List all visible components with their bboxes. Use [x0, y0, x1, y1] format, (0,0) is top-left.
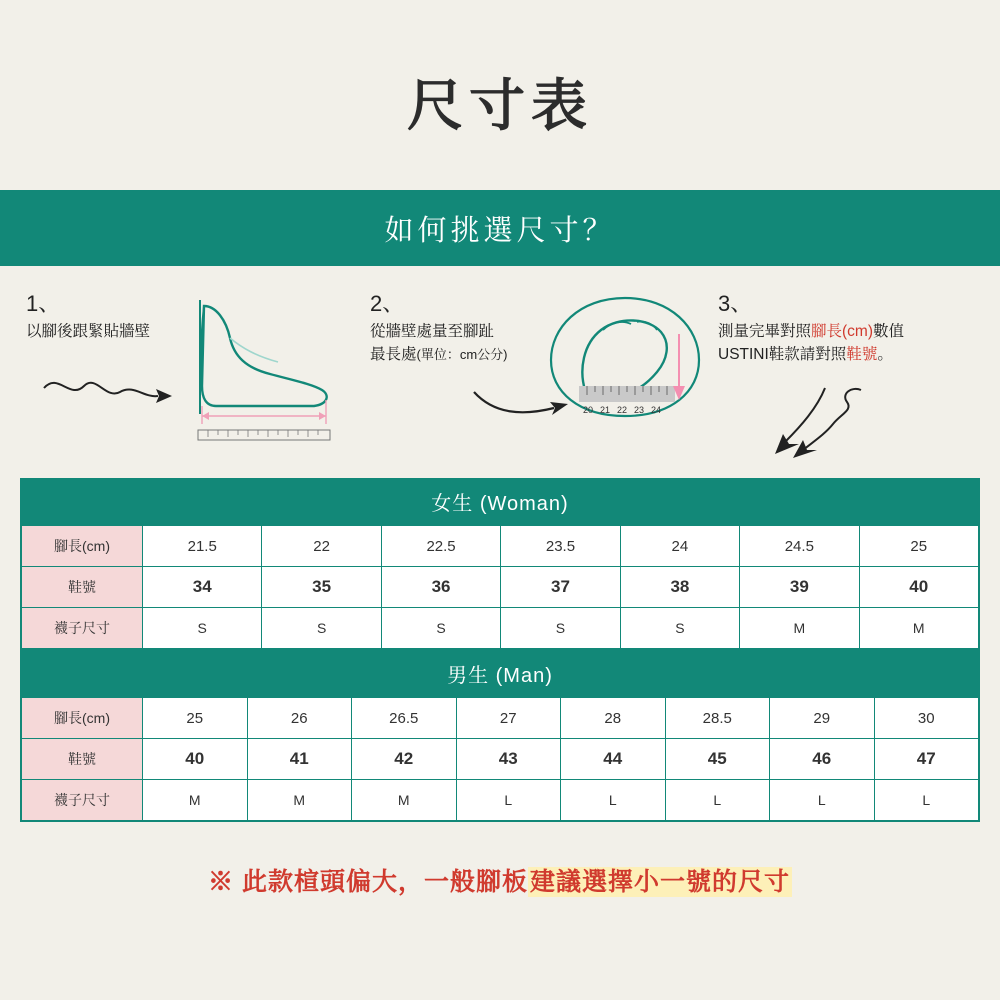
step-2	[370, 292, 550, 366]
men-footlength-5: 28.5	[665, 698, 770, 739]
step-2-unit: (單位：cm公分)	[416, 347, 508, 363]
men-socksize-6: L	[770, 780, 875, 821]
step-3-number: 3、	[718, 291, 753, 316]
table-row	[22, 526, 979, 567]
men-row-label-socksize: 襪子尺寸	[22, 780, 143, 821]
women-socksize-4: S	[620, 608, 739, 649]
arrow-down-icon	[765, 384, 875, 479]
step-3-description-line2	[718, 345, 998, 366]
women-size-table	[20, 478, 980, 650]
table-row	[22, 608, 979, 649]
footnote-part1: 此款楦頭偏大，一般腳板	[241, 868, 528, 896]
step-3-text-a: 測量完畢對照	[718, 323, 812, 341]
women-footlength-3: 23.5	[501, 526, 620, 567]
women-footlength-4: 24	[620, 526, 739, 567]
banner-label: 如何挑選尺寸？	[384, 214, 616, 247]
men-socksize-2: M	[352, 780, 457, 821]
svg-text:24: 24	[651, 405, 662, 415]
women-footlength-2: 22.5	[381, 526, 500, 567]
step-2-description-line1: 從牆壁處量至腳趾	[370, 323, 495, 341]
men-socksize-3: L	[456, 780, 561, 821]
women-row-label-socksize: 襪子尺寸	[22, 608, 143, 649]
women-socksize-3: S	[501, 608, 620, 649]
step-1-description: 以腳後跟緊貼牆壁	[26, 323, 151, 341]
step-1	[26, 292, 206, 343]
women-shoesize-1: 35	[262, 567, 381, 608]
page-title: 尺寸表	[407, 74, 593, 137]
step-2-desc-2: 最長處	[370, 346, 417, 364]
women-row-label-shoesize: 鞋號	[22, 567, 143, 608]
men-footlength-4: 28	[561, 698, 666, 739]
men-footlength-3: 27	[456, 698, 561, 739]
men-socksize-5: L	[665, 780, 770, 821]
table-row	[22, 698, 979, 739]
men-shoesize-0: 40	[143, 739, 248, 780]
women-socksize-2: S	[381, 608, 500, 649]
how-to-choose-banner	[0, 190, 1000, 266]
men-table-header: 男生 (Man)	[21, 651, 979, 697]
step-3-text-c: 數值	[873, 323, 905, 341]
foot-against-wall-icon	[186, 294, 346, 454]
men-footlength-7: 30	[874, 698, 979, 739]
svg-text:23: 23	[634, 405, 645, 415]
women-footlength-5: 24.5	[740, 526, 859, 567]
men-socksize-4: L	[561, 780, 666, 821]
women-shoesize-6: 40	[859, 567, 978, 608]
svg-text:20: 20	[583, 405, 594, 415]
men-socksize-7: L	[874, 780, 979, 821]
step-3-text-d: USTINI鞋款請對照	[718, 346, 847, 364]
svg-text:21: 21	[600, 405, 611, 415]
men-shoesize-3: 43	[456, 739, 561, 780]
men-shoesize-7: 47	[874, 739, 979, 780]
women-footlength-6: 25	[859, 526, 978, 567]
men-shoesize-1: 41	[247, 739, 352, 780]
men-shoesize-5: 45	[665, 739, 770, 780]
footnote	[0, 862, 1000, 898]
men-shoesize-6: 46	[770, 739, 875, 780]
measure-tape-icon	[545, 294, 705, 429]
step-3-text-highlight-shoesize: 鞋號	[846, 346, 878, 364]
women-socksize-5: M	[740, 608, 859, 649]
men-row-label-shoesize: 鞋號	[22, 739, 143, 780]
women-socksize-6: M	[859, 608, 978, 649]
women-shoesize-5: 39	[740, 567, 859, 608]
men-footlength-1: 26	[247, 698, 352, 739]
svg-text:22: 22	[617, 405, 628, 415]
women-footlength-1: 22	[262, 526, 381, 567]
women-socksize-1: S	[262, 608, 381, 649]
women-shoesize-2: 36	[381, 567, 500, 608]
men-shoesize-4: 44	[561, 739, 666, 780]
step-1-arrow-icon	[40, 370, 180, 421]
men-footlength-2: 26.5	[352, 698, 457, 739]
women-table-header: 女生 (Woman)	[21, 479, 979, 525]
footnote-part2: 建議選擇小一號的尺寸	[529, 868, 790, 896]
women-footlength-0: 21.5	[143, 526, 262, 567]
men-shoesize-2: 42	[352, 739, 457, 780]
men-socksize-0: M	[143, 780, 248, 821]
step-3	[718, 292, 998, 366]
step-1-number: 1、	[26, 291, 61, 316]
men-socksize-1: M	[247, 780, 352, 821]
women-shoesize-4: 38	[620, 567, 739, 608]
women-shoesize-3: 37	[501, 567, 620, 608]
footnote-mark: ※	[208, 868, 235, 896]
step-3-description-line1	[718, 322, 998, 343]
women-row-label-footlength: 腳長(cm)	[22, 526, 143, 567]
step-3-text-f: 。	[877, 346, 893, 364]
men-size-table	[20, 650, 980, 822]
women-socksize-0: S	[143, 608, 262, 649]
step-2-description-line2	[370, 345, 550, 366]
table-row	[22, 567, 979, 608]
men-footlength-6: 29	[770, 698, 875, 739]
table-row	[22, 780, 979, 821]
men-row-label-footlength: 腳長(cm)	[22, 698, 143, 739]
steps-section	[0, 292, 1000, 472]
step-3-text-highlight-footlength: 腳長(cm)	[811, 323, 874, 341]
women-shoesize-0: 34	[143, 567, 262, 608]
table-row	[22, 739, 979, 780]
step-2-number: 2、	[370, 291, 405, 316]
men-footlength-0: 25	[143, 698, 248, 739]
